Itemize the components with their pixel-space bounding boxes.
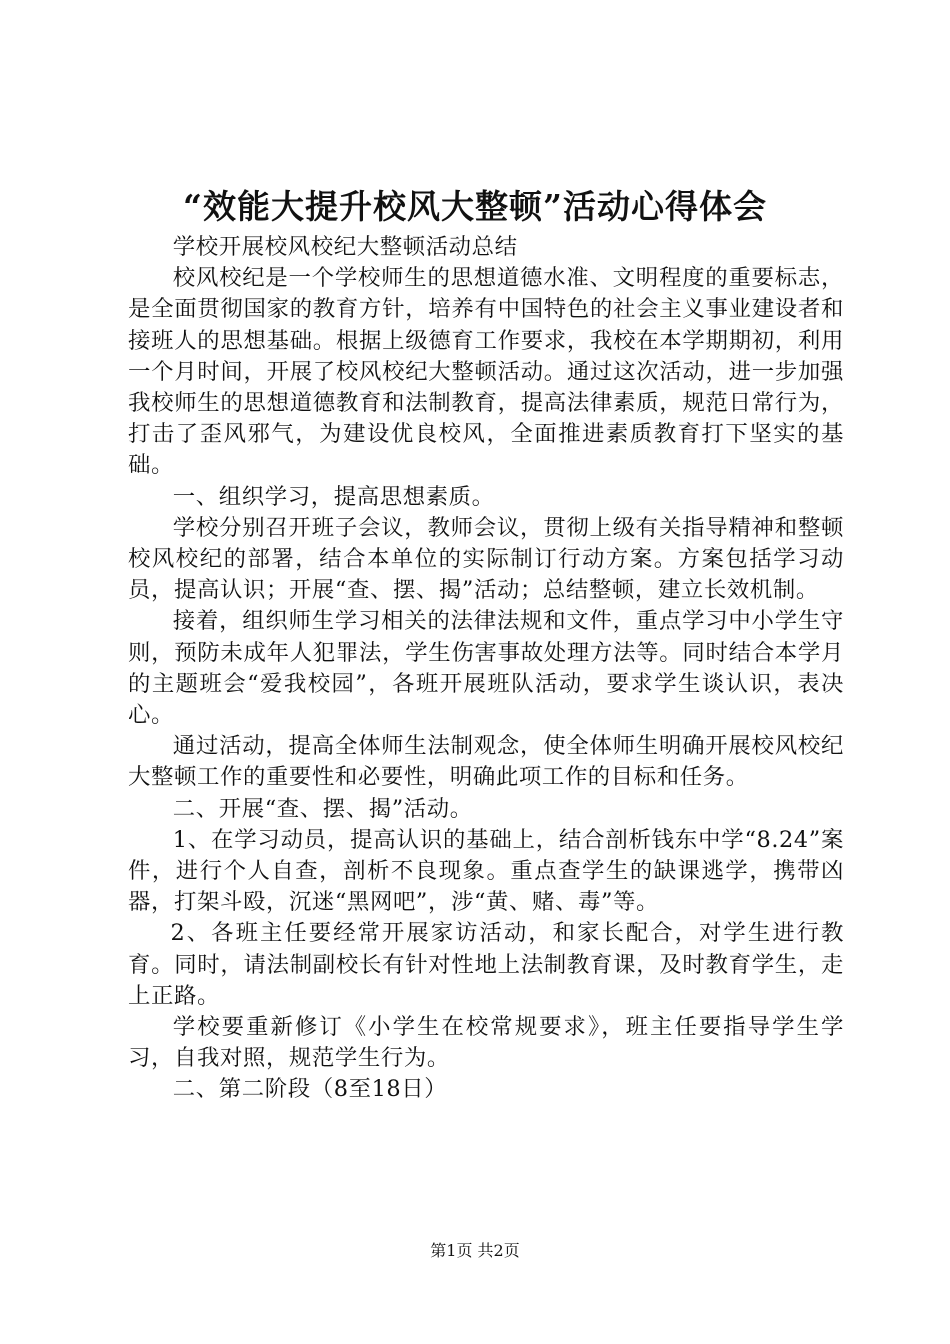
intro-paragraph: 校风校纪是一个学校师生的思想道德水准、文明程度的重要标志，是全面贯彻国家的教育方针，培养有中国特色的社会主义事业建设者和接班人的思想基础。根据上级德育工作要求，我校在本学期期初，利用一个月时间，开展了校风校纪大整顿活动。通过这次活动，进一步加强我校师生的思想道德教育和法制教育，提高法律素质，规范日常行为，打击了歪风邪气，为建设优良校风，全面推进素质教育打下坚实的基础。	[128, 265, 844, 479]
body-paragraph: 学校分别召开班子会议，教师会议，贯彻上级有关指导精神和整顿校风校纪的部署，结合本单位的实际制订行动方案。方案包括学习动员，提高认识；开展“查、摆、揭”活动；总结整顿，建立长效机制。	[128, 514, 844, 604]
body-paragraph: 接着，组织师生学习相关的法律法规和文件，重点学习中小学生守则，预防未成年人犯罪法，学生伤害事故处理方法等。同时结合本学月的主题班会“爱我校园”，各班开展班队活动，要求学生谈认识，表决心。	[128, 608, 844, 729]
document-body	[128, 232, 844, 1106]
list-item-paragraph: 2、各班主任要经常开展家访活动，和家长配合，对学生进行教育。同时，请法制副校长有针对性地上法制教育课，及时教育学生，走上正路。	[128, 920, 844, 1009]
list-item-paragraph: 1、在学习动员，提高认识的基础上，结合剖析钱东中学“8.24”案件，进行个人自查，剖析不良现象。重点查学生的缺课逃学，携带凶器，打架斗殴，沉迷“黑网吧”，涉“黄、赌、毒”等。	[128, 826, 844, 916]
section-heading-2: 二、开展“查、摆、揭”活动。	[172, 795, 473, 822]
document-title: “效能大提升校风大整顿”活动心得体会	[183, 187, 767, 226]
subtitle-paragraph: 学校开展校风校纪大整顿活动总结	[172, 234, 518, 260]
body-paragraph: 学校要重新修订《小学生在校常规要求》，班主任要指导学生学习，自我对照，规范学生行为。	[128, 1014, 844, 1072]
section-heading-1: 一、组织学习，提高思想素质。	[172, 483, 495, 510]
body-paragraph: 通过活动，提高全体师生法制观念，使全体师生明确开展校风校纪大整顿工作的重要性和必要性，明确此项工作的目标和任务。	[128, 733, 844, 791]
section-heading-3: 二、第二阶段（8至18日）	[172, 1076, 448, 1103]
page-number-footer: 第1页 共2页	[430, 1241, 520, 1260]
